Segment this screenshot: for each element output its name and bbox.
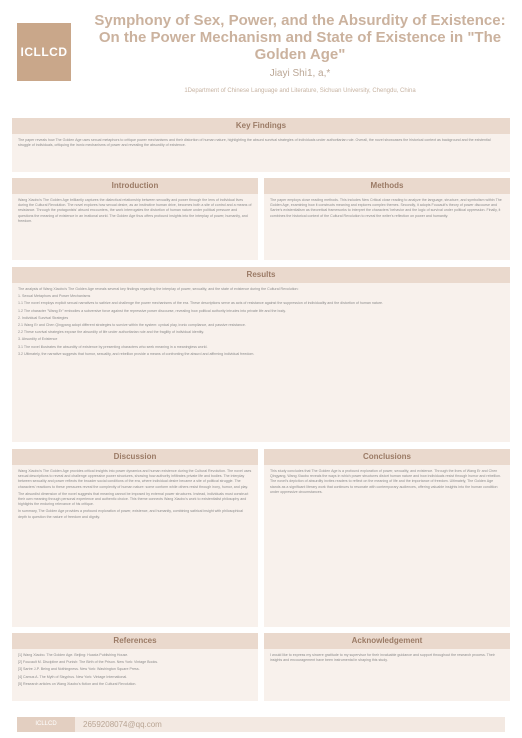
footer-label: ICLLCD	[17, 717, 75, 732]
reference-item: [4] Camus A. The Myth of Sisyphus. New York: Vintage International.	[18, 674, 128, 679]
key-findings-body	[18, 138, 504, 168]
poster-title: Symphony of Sex, Power, and the Absurdity of Existence: On the Power Mechanism and State of Existence in "The Golden Age"	[94, 12, 506, 63]
methods-text: The paper employs close reading methods. This includes New Critical close reading to analyze the language, structure, and symbolism within The Golden Age, examining how it constructs meaning and explores complex themes. Secondly, it adopts Foucault's theory of power discourse and Sartre's existentialism as theoretical frameworks to interpret the characters' behavior and the logic of survival under political oppression. Finally, it combines the historical context of the Cultural Revolution to reveal the writer's reflection on power and humanity.	[270, 198, 502, 218]
discussion-heading: Discussion	[12, 449, 258, 465]
discussion-paragraph: In summary, The Golden Age provides a profound exploration of power, existence, and humanity, combining satirical insight with philosophical depth to question the nature of freedom and dignity.	[18, 509, 243, 519]
results-item: 1.1 The novel employs explicit sexual narratives to satirize and challenge the power mechanisms of the era. These descriptions serve as acts of resistance against the suppression of individuality and the distortion of human nature.	[18, 301, 384, 306]
references-section	[12, 633, 258, 701]
references-heading: References	[12, 633, 258, 649]
results-item: 3.2 Ultimately, the narrative suggests that humor, sexuality, and rebellion provide a means of confronting the absurd and affirming individual freedom.	[18, 351, 255, 356]
results-item: 3.1 The novel illustrates the absurdity of existence by presenting characters who seek meaning in a meaningless world.	[18, 344, 208, 349]
poster-header	[0, 0, 522, 112]
results-item: 2. Individual Survival Strategies	[18, 315, 69, 320]
acknowledgement-text: I would like to express my sincere gratitude to my supervisor for their invaluable guidance and support throughout the research process. Their insights and encouragement have been instrumental in shaping this study.	[270, 653, 495, 663]
discussion-paragraph: Wang Xiaobo's The Golden Age provides critical insights into power dynamics and human existence during the Cultural Revolution. The novel uses sexual descriptions to reveal and challenge oppressive power structures, showing how authority infiltrates private life and bodies. The interplay between sexuality and power reflects the broader social conditions of the era, where individual desire became a site of political struggle. The characters' reactions to these pressures reveal the complexity of human nature: some conform while others resist through irony, humor, and play.	[18, 469, 252, 489]
conclusions-text: This study concludes that The Golden Age is a profound exploration of power, sexuality, and existence. Through the lives of Wang Er and Chen Qingyang, Wang Xiaobo reveals the ways in which power structures distort human nature and how individuals resist through humor and rebellion. The novel's depiction of absurdity invites readers to reflect on the meaning of life and the importance of freedom. Ultimately, The Golden Age stands as a significant literary work that continues to resonate with contemporary audiences, offering valuable insights into the human condition under oppressive circumstances.	[270, 469, 501, 494]
results-item: 3. Absurdity of Existence	[18, 337, 58, 342]
reference-item: [5] Research articles on Wang Xiaobo's fiction and the Cultural Revolution.	[18, 681, 137, 686]
introduction-text: Wang Xiaobo's The Golden Age brilliantly captures the dialectical relationship between sexuality and power through the lens of individual lives during the Cultural Revolution. The novel explores how sexual desire, as an instinctive human drive, becomes both a site of control and a means of resistance. Through the protagonists' absurd encounters, the work interrogates the distortion of human nature under political pressure and questions the meaning of existence in an irrational world. The Golden Age thus offers profound insights into the interplay of power, humanity, and freedom.	[18, 198, 252, 223]
acknowledgement-section	[264, 633, 510, 701]
discussion-body	[18, 469, 252, 623]
affiliation: 1Department of Chinese Language and Literature, Sichuan University, Chengdu, China	[184, 88, 416, 94]
poster-footer	[0, 707, 522, 738]
acknowledgement-heading: Acknowledgement	[264, 633, 510, 649]
methods-body	[270, 198, 504, 256]
reference-item: [1] Wang Xiaobo. The Golden Age. Beijing: Huaxia Publishing House.	[18, 653, 129, 657]
conclusions-section	[264, 449, 510, 627]
introduction-section	[12, 178, 258, 260]
references-body	[18, 653, 252, 697]
introduction-heading: Introduction	[12, 178, 258, 194]
conclusions-body	[270, 469, 504, 623]
methods-heading: Methods	[264, 178, 510, 194]
key-findings-heading: Key Findings	[12, 118, 510, 134]
results-item: 2.2 These survival strategies expose the absurdity of life under authoritarian rule and the fragility of individual identity.	[18, 330, 205, 335]
conference-logo	[17, 23, 71, 81]
acknowledgement-body	[270, 653, 504, 697]
results-heading: Results	[12, 267, 510, 283]
introduction-body	[18, 198, 252, 256]
author-name: Jiayi Shi1, a,*	[269, 68, 331, 79]
results-body	[18, 287, 504, 438]
discussion-paragraph: The absurdist dimension of the novel suggests that meaning cannot be imposed by external power structures. Instead, individuals must construct their own meaning through personal experience and authentic choice. This theme connects Wang Xiaobo's work to existentialist philosophy and highlights the enduring relevance of his critique.	[18, 491, 249, 507]
results-item: 1. Sexual Metaphors and Power Mechanisms	[18, 294, 91, 299]
results-item: 2.1 Wang Er and Chen Qingyang adopt different strategies to survive within the system: cynical play, ironic compliance, and passive resistance.	[18, 323, 246, 328]
logo-text: ICLLCD	[20, 45, 68, 59]
methods-section	[264, 178, 510, 260]
results-section	[12, 267, 510, 442]
contact-email[interactable]: 2659208074@qq.com	[75, 717, 505, 732]
reference-item: [2] Foucault M. Discipline and Punish: The Birth of the Prison. New York: Vintage Books.	[18, 660, 159, 665]
key-findings-section	[12, 118, 510, 172]
discussion-section	[12, 449, 258, 627]
reference-item: [3] Sartre J-P. Being and Nothingness. New York: Washington Square Press.	[18, 667, 140, 672]
key-findings-text: The paper reveals how The Golden Age uses sexual metaphors to critique power mechanisms and their distortion of human nature, highlighting the absurd survival strategies of individuals under authoritarian rule. Overall, the novel showcases the historical context as background and the existential struggle of individuals, critiquing the ironic mechanisms of power and revealing the absurdity of existence.	[18, 138, 491, 148]
results-intro: The analysis of Wang Xiaobo's The Golden Age reveals several key findings regarding the interplay of power, sexuality, and the state of existence during the Cultural Revolution:	[18, 287, 299, 291]
results-item: 1.2 The character "Wang Er" embodies a subversive force against the repressive power discourse, revealing how political authority intrudes into private life and the body.	[18, 308, 286, 313]
conclusions-heading: Conclusions	[264, 449, 510, 465]
